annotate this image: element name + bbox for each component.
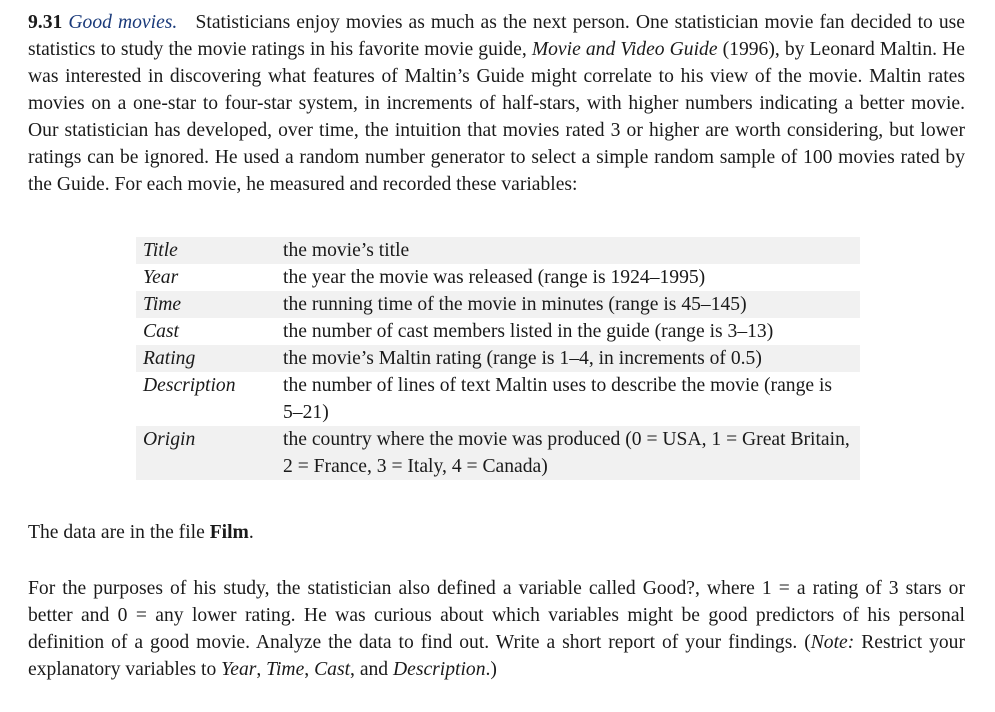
task-text-1: For the purposes of his study, the statistician also defined a variable called Good?, where 1 = a rating of 3 stars or better and 0 = any lower rating. He was curious about which variables might be good predictors of his personal definition of a good movie. Analyze the data to find out. Write a short report of your findings. ( — [28, 578, 965, 653]
variable-row-year — [136, 264, 860, 291]
data-note-text: The data are in the file — [28, 522, 205, 543]
task-sep-1: , — [256, 659, 267, 680]
exercise-intro-paragraph — [28, 9, 965, 198]
guide-title: Movie and Video Guide — [531, 39, 718, 60]
variable-name: Cast — [143, 321, 179, 342]
note-label: Note: — [810, 632, 855, 653]
intro-text-1: Statisticians enjoy movies as much as the next person. One statistician movie fan decided to use statistics to study the movie ratings in his favorite movie guide, — [28, 12, 966, 60]
variable-description: the country where the movie was produced (0 = USA, 1 = Great Britain, 2 = France, 3 = Italy, 4 = Canada) — [283, 429, 850, 477]
variable-name: Year — [143, 267, 179, 288]
task-sep-2: , — [304, 659, 315, 680]
var-description: Description — [393, 659, 486, 680]
variable-name: Time — [143, 294, 182, 315]
task-sep-3: , and — [350, 659, 394, 680]
variable-description: the number of lines of text Maltin uses to describe the movie (range is 5–21) — [283, 375, 833, 423]
variable-description: the movie’s Maltin rating (range is 1–4, in increments of 0.5) — [283, 348, 762, 369]
task-text-2: Restrict your explanatory variables to — [28, 632, 965, 680]
variable-description: the running time of the movie in minutes (range is 45–145) — [283, 294, 747, 315]
variable-row-description — [136, 372, 860, 426]
exercise-heading: Good movies. — [68, 12, 178, 33]
data-file-note — [28, 519, 965, 546]
variable-row-origin — [136, 426, 860, 480]
intro-text-2: (1996), by Leonard Maltin. He was interested in discovering what features of Maltin’s Guide might correlate to his view of the movie. Maltin rates movies on a one-star to four-star system, in increments of half-stars, with higher numbers indicating a better movie. Our statistician has developed, over time, the intuition that movies rated 3 or higher are worth considering, but lower ratings can be ignored. He used a random number generator to select a simple random sample of 100 movies rated by the Guide. For each movie, he measured and recorded these variables: — [28, 39, 965, 195]
variable-description: the year the movie was released (range is 1924–1995) — [283, 267, 706, 288]
var-time: Time — [266, 659, 305, 680]
data-file-name: Film — [209, 522, 249, 543]
variable-row-title — [136, 237, 860, 264]
var-cast: Cast — [314, 659, 351, 680]
variable-name: Description — [143, 375, 236, 396]
exercise-number: 9.31 — [28, 12, 63, 33]
variable-name: Rating — [143, 348, 196, 369]
var-year: Year — [221, 659, 257, 680]
variable-name: Origin — [143, 429, 196, 450]
variable-description: the movie’s title — [283, 240, 410, 261]
data-note-end: . — [248, 522, 254, 543]
variable-row-time — [136, 291, 860, 318]
variable-description: the number of cast members listed in the guide (range is 3–13) — [283, 321, 774, 342]
task-paragraph — [28, 575, 965, 683]
variables-table — [136, 237, 860, 480]
variable-row-rating — [136, 345, 860, 372]
variable-name: Title — [143, 240, 178, 261]
task-text-3: .) — [485, 659, 497, 680]
variable-row-cast — [136, 318, 860, 345]
